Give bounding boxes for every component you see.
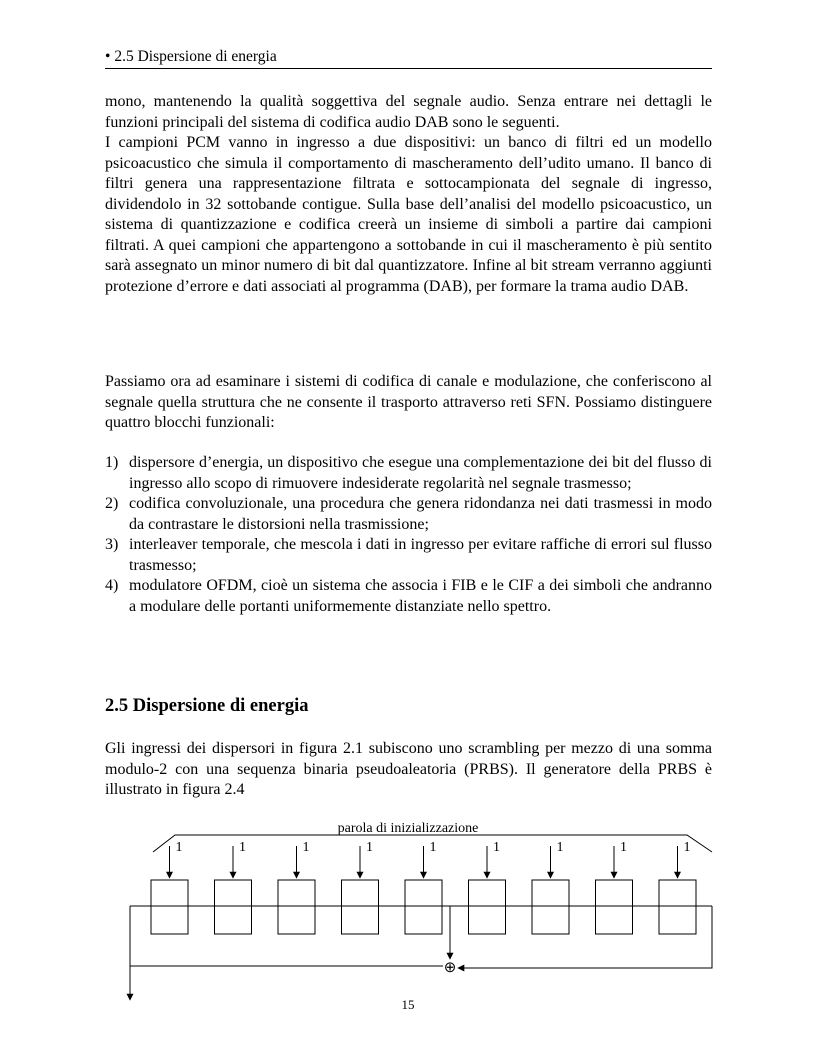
running-header — [105, 48, 712, 69]
shift-register — [151, 880, 696, 934]
paragraph-prbs: Gli ingressi dei dispersori in figura 2.1 subiscono uno scrambling per mezzo di una somma modulo-2 con una sequenza binaria pseudoaleatoria (PRBS). Il generatore della PRBS è illustrato in figura 2.4 — [105, 740, 712, 798]
paragraph-intro: mono, mantenendo la qualità soggettiva del segnale audio. Senza entrare nei dettagli le funzioni principali del sistema di codifica audio DAB sono le seguenti. — [105, 93, 712, 131]
register-cell — [532, 880, 569, 934]
header-title: 2.5 Dispersione di energia — [114, 48, 277, 65]
list-item: 4) modulatore OFDM, cioè un sistema che associa i FIB e le CIF a dei simboli che andranno a modulare delle portanti uniformemente distanziate nello spettro. — [105, 577, 712, 615]
register-cell — [469, 880, 506, 934]
register-cell — [659, 880, 696, 934]
paragraph-channel-coding: Passiamo ora ad esaminare i sistemi di codifica di canale e modulazione, che conferiscono al segnale quella struttura che ne consente il trasporto attraverso reti SFN. Possiamo distinguere quattro blocchi funzionali: — [105, 373, 712, 431]
functional-blocks-list — [105, 453, 712, 617]
paragraph-pcm: I campioni PCM vanno in ingresso a due dispositivi: un banco di filtri ed un modello psicoacustico che simula il comportamento di mascheramento dell’udito umano. Il banco di filtri genera una rappresentazione filtrata e sottocampionata del segnale di ingresso, dividendolo in 32 sottobande contigue. Sulla base dell’analisi del modello psicoacustico, un sistema di quantizzazione e codifica creerà un insieme di simboli a partire dai campioni filtrati. A quei campioni che appartengono a sottobande in cui il mascheramento è più sentito sarà assegnato un minor numero di bit dal quantizzatore. Infine al bit stream verranno aggiunti protezione d’errore e dati associati al programma (DAB), per formare la trama audio DAB. — [105, 134, 712, 295]
init-bit-value: 1 — [493, 840, 500, 855]
init-bit-value: 1 — [175, 840, 183, 855]
list-item: 1) dispersore d’energia, un dispositivo che esegue una complementazione dei bit del flusso di ingresso allo scopo di rimuovere indesiderate regolarità nel segnale trasmesso; — [105, 454, 712, 492]
tap-last — [458, 906, 712, 968]
register-cell — [278, 880, 315, 934]
list-item: 2) codifica convoluzionale, una procedura che genera ridondanza nei dati trasmessi in modo da contrastare le distorsioni nella trasmissione; — [105, 495, 712, 533]
init-bit-value: 1 — [366, 840, 373, 855]
register-cell — [342, 880, 379, 934]
register-cell — [596, 880, 633, 934]
list-item: 3) interleaver temporale, che mescola i dati in ingresso per evitare raffiche di errori sul flusso trasmesso; — [105, 536, 712, 574]
header-bullet: • — [105, 48, 111, 65]
init-bit-value: 1 — [683, 840, 691, 855]
xor-symbol: ⊕ — [443, 960, 457, 976]
init-bit-value: 1 — [429, 840, 437, 855]
init-word-label: parola di inizializzazione — [337, 821, 479, 836]
init-bit-value: 1 — [620, 840, 627, 855]
init-bit-value: 1 — [302, 840, 310, 855]
init-bit-value: 1 — [556, 840, 564, 855]
register-cell — [215, 880, 252, 934]
init-bits — [170, 840, 691, 878]
register-cell — [151, 880, 188, 934]
init-bit-value: 1 — [239, 840, 246, 855]
section-heading: 2.5 Dispersione di energia — [105, 696, 309, 716]
page-number: 15 — [401, 997, 415, 1012]
init-word-bracket — [153, 835, 712, 852]
register-cell — [405, 880, 442, 934]
